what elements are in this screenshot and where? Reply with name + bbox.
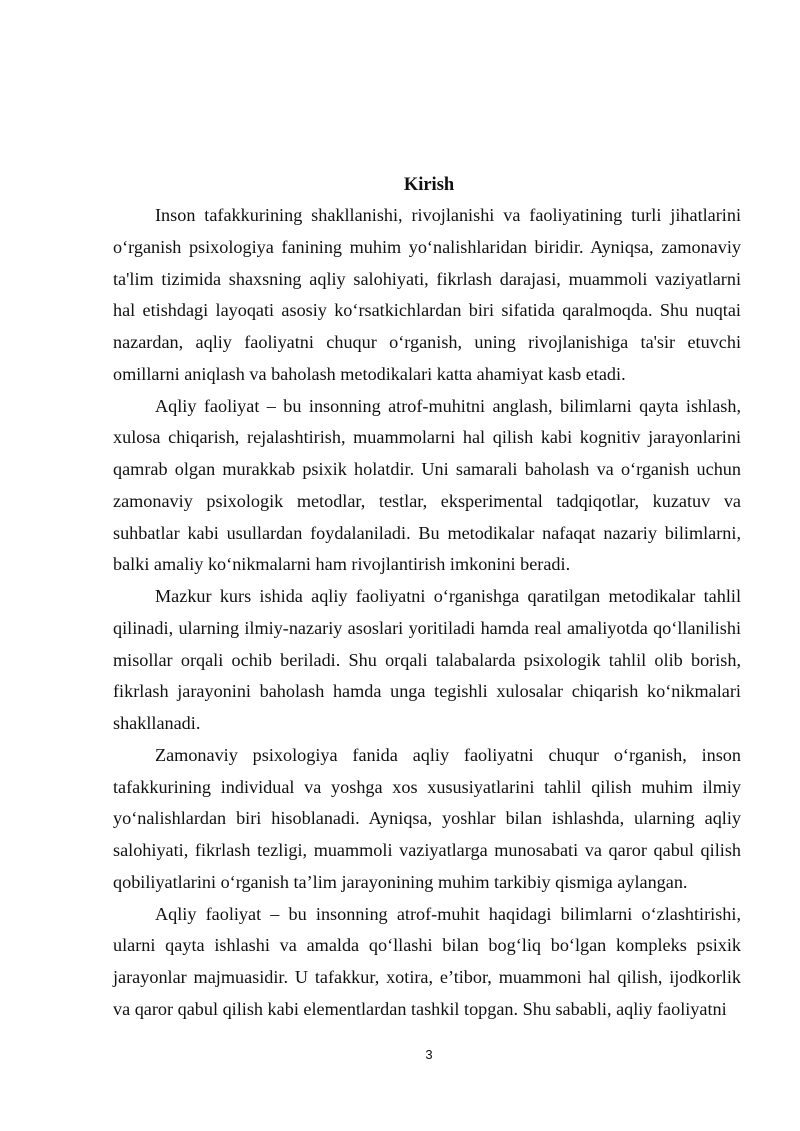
paragraph: Zamonaviy psixologiya fanida aqliy faoliyatni chuqur o‘rganish, inson tafakkurining individual va yoshga xos xususiyatlarini tahlil qilish muhim ilmiy yo‘nalishlardan biri hisoblanadi. Ayniqsa, yoshlar bilan ishlashda, ularning aqliy salohiyati, fikrlash tezligi, muammoli vaziyatlarga munosabati va qaror qabul qilish qobiliyatlarini o‘rganish ta’lim jarayonining muhim tarkibiy qismiga aylangan. [113,744,741,892]
paragraph: Aqliy faoliyat – bu insonning atrof-muhitni anglash, bilimlarni qayta ishlash, xulosa chiqarish, rejalashtirish, muammolarni hal qilish kabi kognitiv jarayonlarini qamrab olgan murakkab psixik holatdir. Uni samarali baholash va o‘rganish uchun zamonaviy psixologik metodlar, testlar, eksperimental tadqiqotlar, kuzatuv va suhbatlar kabi usullardan foydalaniladi. Bu metodikalar nafaqat nazariy bilimlarni, balki amaliy ko‘nikmalarni ham rivojlantirish imkonini beradi. [113,395,741,575]
paragraph: Inson tafakkurining shakllanishi, rivojlanishi va faoliyatining turli jihatlarini o‘rganish psixologiya fanining muhim yo‘nalishlaridan biridir. Ayniqsa, zamonaviy ta'lim tizimida shaxsning aqliy salohiyati, fikrlash darajasi, muammoli vaziyatlarni hal etishdagi layoqati asosiy ko‘rsatkichlardan biri sifatida qaralmoqda. Shu nuqtai nazardan, aqliy faoliyatni chuqur o‘rganish, uning rivojlanishiga ta'sir etuvchi omillarni aniqlash va baholash metodikalari katta ahamiyat kasb etadi. [113,205,741,384]
page-number: 3 [425,1047,433,1062]
section-heading: Kirish [403,175,455,195]
paragraph: Mazkur kurs ishida aqliy faoliyatni o‘rganishga qaratilgan metodikalar tahlil qilinadi, ularning ilmiy-nazariy asoslari yoritiladi hamda real amaliyotda qo‘llanilishi misollar orqali ochib beriladi. Shu orqali talabalarda psixologik tahlil olib borish, fikrlash jarayonini baholash hamda unga tegishli xulosalar chiqarish ko‘nikmalari shakllanadi. [113,586,741,733]
paragraph: Aqliy faoliyat – bu insonning atrof-muhit haqidagi bilimlarni o‘zlashtirishi, ularni qayta ishlashi va amalda qo‘llashi bilan bog‘liq bo‘lgan kompleks psixik jarayonlar majmuasidir. U tafakkur, xotira, e’tibor, muammoni hal qilish, ijodkorlik va qaror qabul qilish kabi elementlardan tashkil topgan. Shu sababli, aqliy faoliyatni [113,903,741,1019]
body-text [113,200,741,1026]
